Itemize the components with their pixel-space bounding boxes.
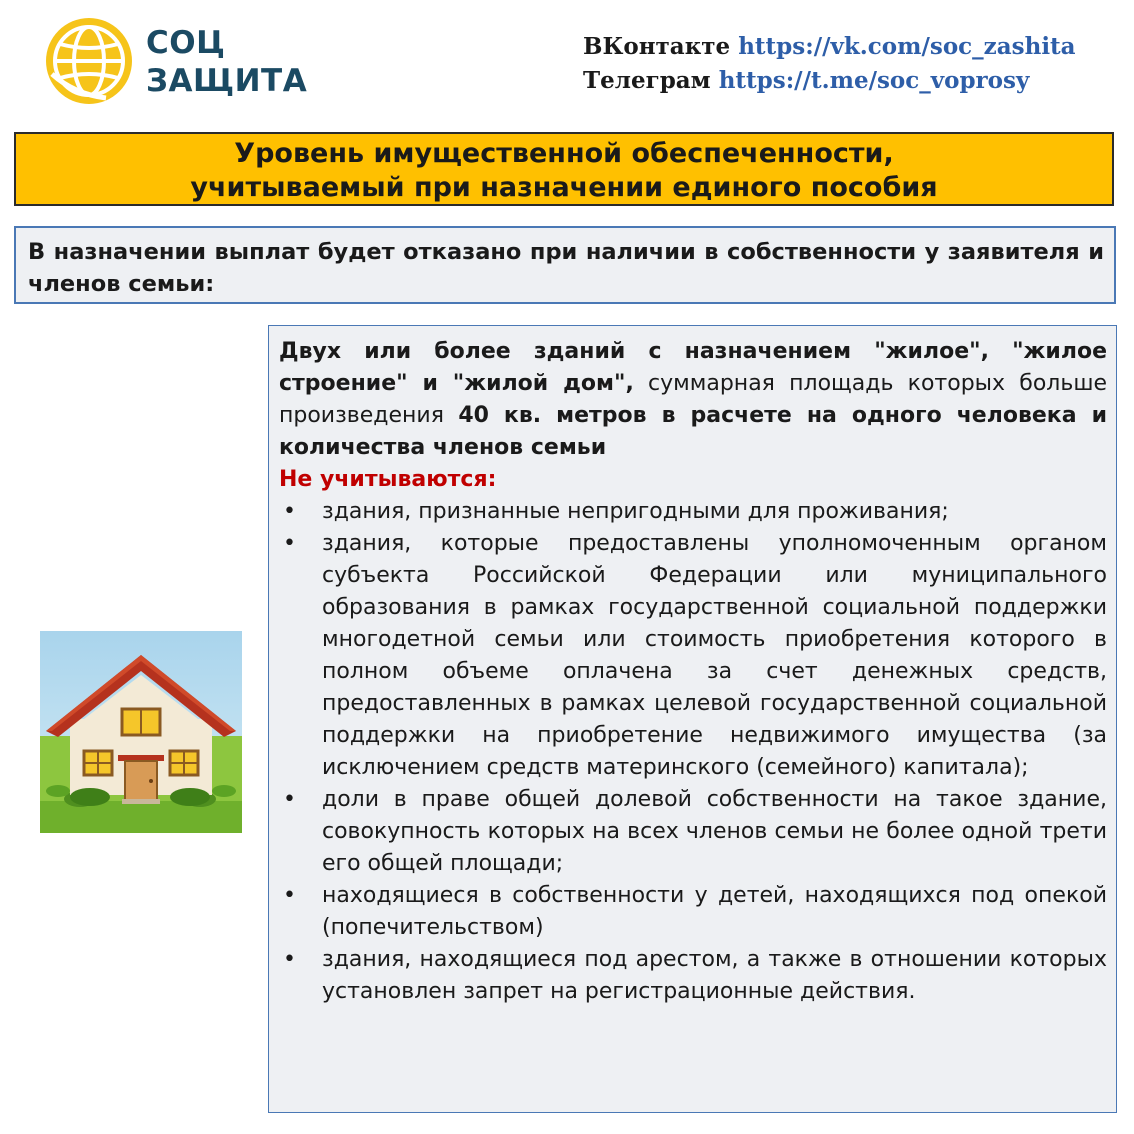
title-line-1: Уровень имущественной обеспеченности,	[234, 138, 894, 169]
logo-line-2: ЗАЩИТА	[146, 63, 308, 99]
list-item-text: здания, признанные непригодными для проживания;	[322, 499, 949, 524]
list-item	[279, 784, 1107, 880]
list-item-text: здания, которые предоставлены уполномоченным органом субъекта Российской Федерации или муниципального образования в рамках государственной социальной поддержки многодетной семьи или стоимость приобретения которого в полном объеме оплачена за счет денежных средств, предоставленных в рамках целевой государственной социальной поддержки на приобретение недвижимого имущества (за исключением средств материнского (семейного) капитала);	[322, 531, 1107, 780]
vk-contact	[583, 30, 1076, 64]
list-item	[279, 528, 1107, 784]
subtitle: В назначении выплат будет отказано при наличии в собственности у заявителя и членов семьи:	[14, 226, 1116, 304]
telegram-label: Телеграм	[583, 67, 711, 94]
telegram-link[interactable]: https://t.me/soc_voprosy	[718, 67, 1030, 94]
list-item-text: здания, находящиеся под арестом, а также в отношении которых установлен запрет на регистрационные действия.	[322, 947, 1107, 1004]
vk-label: ВКонтакте	[583, 33, 731, 60]
list-item-text: находящиеся в собственности у детей, находящихся под опекой (попечительством)	[322, 883, 1107, 940]
page-title	[14, 132, 1114, 206]
bullet-icon: •	[283, 883, 296, 908]
title-line-2: учитываемый при назначении единого пособия	[190, 172, 938, 203]
logo-line-1: СОЦ	[146, 25, 226, 61]
logo	[44, 16, 344, 108]
intro-bold-end: 40 кв. метров в расчете на одного человека и количества членов семьи	[279, 403, 1107, 460]
logo-text	[146, 24, 307, 100]
list-item	[279, 496, 1107, 528]
exclusions-title: Не учитываются:	[279, 467, 497, 492]
exclusions-list	[279, 496, 1107, 1008]
bullet-icon: •	[283, 531, 296, 556]
telegram-contact	[583, 64, 1076, 98]
bullet-icon: •	[283, 499, 296, 524]
intro-normal: суммарная площадь которых больше произведения	[279, 371, 1108, 428]
globe-logo-icon	[44, 16, 134, 106]
vk-link[interactable]: https://vk.com/soc_zashita	[738, 33, 1076, 60]
list-item	[279, 944, 1107, 1008]
list-item	[279, 880, 1107, 944]
bullet-icon: •	[283, 787, 296, 812]
main-intro	[279, 336, 1107, 464]
house-icon	[40, 631, 242, 833]
intro-bold-start: Двух или более зданий с назначением "жилое", "жилое строение" и "жилой дом",	[279, 339, 1107, 396]
list-item-text: доли в праве общей долевой собственности на такое здание, совокупность которых на всех членов семьи не более одной трети его общей площади;	[322, 787, 1107, 876]
bullet-icon: •	[283, 947, 296, 972]
contacts	[583, 30, 1076, 98]
property-conditions-box	[268, 325, 1117, 1113]
